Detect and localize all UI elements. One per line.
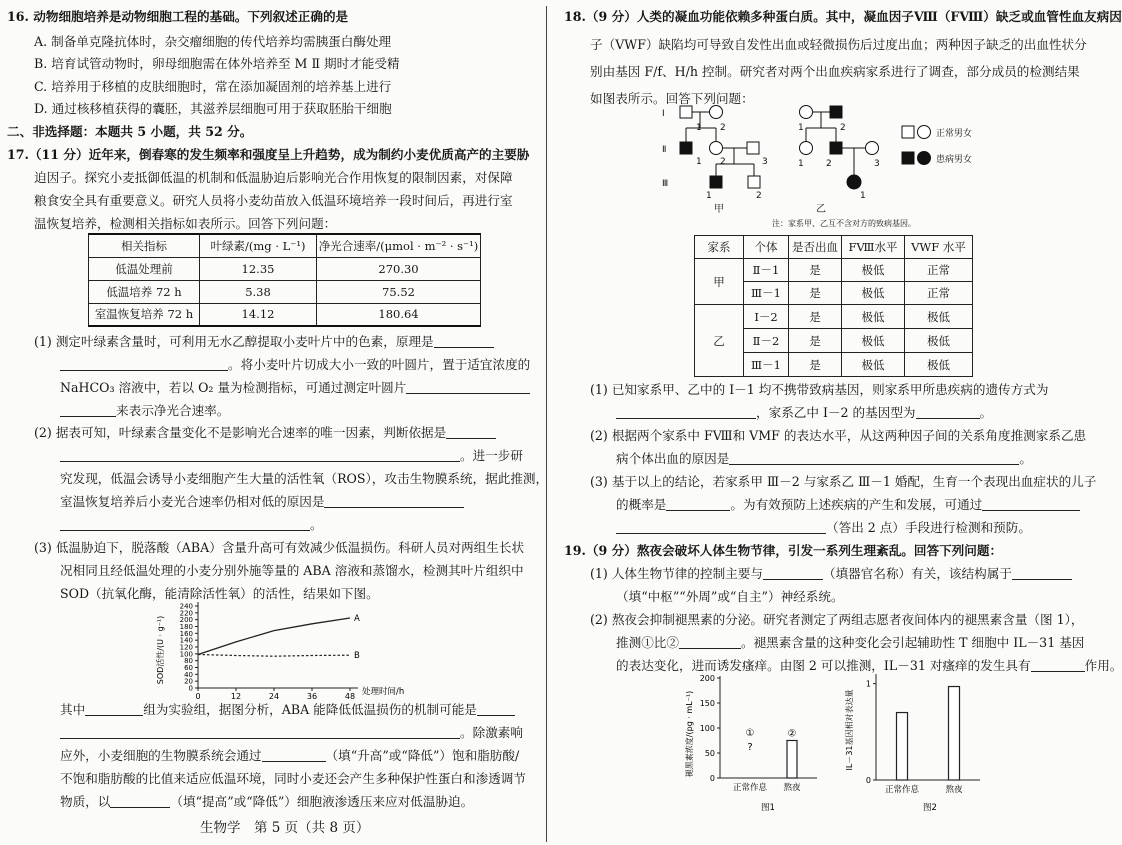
- q17-data-table: [88, 233, 481, 327]
- q18-table-header: 是否出血: [789, 236, 842, 259]
- family-a-iii2-male: [748, 176, 760, 188]
- q17-p4-line3: [60, 748, 519, 764]
- q19-p1-line1: [590, 566, 1072, 582]
- q18-p1-line2: [616, 405, 992, 421]
- individual-number: 1: [798, 123, 804, 133]
- sod-y-tick-label: 220: [179, 609, 193, 618]
- individual-number: 2: [826, 159, 832, 169]
- q18-table-cell: 是: [789, 353, 842, 377]
- q17-p2-text: (2) 据表可知，叶绿素含量变化不是影响光合速率的唯一因素，判断依据是: [34, 425, 447, 440]
- individual-number: 1: [696, 157, 702, 167]
- fig2-category-label: 熬夜: [945, 785, 963, 795]
- legend-normal-male-icon: [902, 126, 914, 138]
- q17-table-cell: 低温处理前: [89, 257, 200, 280]
- q16-option-b: B. 培育试管动物时，卵母细胞需在体外培养至 M Ⅱ 期时才能受精: [34, 56, 400, 71]
- q18-intro-2: 子（VWF）缺陷均可导致自发性出血或轻微损伤后过度出血；两种因子缺乏的出血性状分: [590, 37, 1087, 52]
- q18-p1-text: ，家系乙中 Ⅰ－2 的基因型为: [756, 405, 916, 420]
- fig1-caption: 图1: [761, 803, 775, 813]
- legend-normal-label: 正常男女: [936, 129, 973, 139]
- q19-p2-text: 。褪黑素含量的这种变化会引起辅助性 T 细胞中 IL－31 基因: [740, 635, 1085, 650]
- q17-p2-line1: [34, 425, 496, 441]
- q18-table-cell: 是: [789, 259, 842, 282]
- answer-blank[interactable]: [1012, 566, 1072, 580]
- q17-p2-line2: [60, 448, 523, 464]
- q17-p4-line5: [60, 794, 473, 810]
- fig1-y-tick-label: 0: [709, 774, 715, 783]
- q17-p2-line4: [60, 494, 464, 510]
- family-b-label: 乙: [816, 204, 826, 215]
- q19-p2-text: 推测①比②: [616, 635, 679, 650]
- q18-table-cell: 极低: [842, 259, 905, 282]
- q17-p4-text: 组为实验组，据图分析，ABA 能降低低温损伤的机制可能是: [143, 702, 477, 717]
- q18-table-cell: 正常: [905, 259, 973, 282]
- q19-p2-text: 作用。: [1084, 658, 1122, 673]
- q17-p4-text: （填“升高”或“降低”）饱和脂肪酸/: [325, 748, 520, 763]
- q18-table-cell: Ⅱ－2: [744, 329, 789, 353]
- q17-table-cell: 180.64: [317, 303, 481, 326]
- sod-y-tick-label: 120: [179, 643, 193, 652]
- generation-label: Ⅱ: [662, 145, 667, 155]
- q19-p1-line2: （填“中枢”“外周”或“自主”）神经系统。: [616, 589, 844, 604]
- q17-p4-text: 应外，小麦细胞的生物膜系统会通过: [60, 748, 262, 763]
- q17-table-cell: 低温培养 72 h: [89, 280, 200, 303]
- answer-blank[interactable]: [434, 334, 494, 348]
- q17-p4-line2: [60, 725, 523, 741]
- page-footer: 生物学 第 5 页（共 8 页）: [200, 820, 370, 836]
- q17-p1-text: (1) 测定叶绿素含量时，可利用无水乙醇提取小麦叶片中的色素，原理是: [34, 334, 434, 349]
- q18-p3-text: 的概率是: [616, 497, 667, 512]
- q18-table-cell: 极低: [842, 282, 905, 305]
- q18-table-cell: Ⅲ－1: [744, 353, 789, 377]
- q18-p3-text: 。为有效预防上述疾病的产生和发展，可通过: [730, 497, 983, 512]
- sod-y-tick-label: 160: [179, 629, 193, 638]
- q17-intro-2: 迫因子。探究小麦抵御低温的机制和低温胁迫后影响光合作用恢复的限制因素，对保障: [34, 170, 513, 185]
- q17-p1-line3: [60, 380, 530, 396]
- family-a-i2-female: [710, 106, 723, 119]
- individual-number: 2: [756, 191, 762, 201]
- q17-intro-1: 17.（11 分）近年来，倒春寒的发生频率和强度呈上升趋势，成为制约小麦优质高产的主要胁: [7, 147, 530, 162]
- answer-blank[interactable]: [763, 566, 823, 580]
- sod-x-axis-label: 处理时间/h: [362, 687, 405, 697]
- family-b-i2-affected-male: [830, 106, 842, 118]
- section-heading: 二、非选择题：本题共 5 小题，共 52 分。: [7, 124, 253, 139]
- q18-table-cell: 是: [789, 305, 842, 329]
- left-column: [0, 0, 549, 845]
- q17-p2-line5: [60, 517, 323, 533]
- legend-affected-label: 患病男女: [936, 155, 973, 165]
- q17-table-cell: 14.12: [200, 303, 317, 326]
- q18-table-header: 家系: [695, 236, 744, 259]
- q17-table-header: 相关指标: [89, 234, 200, 257]
- q18-p1-line1: (1) 已知家系甲、乙中的 Ⅰ－1 均不携带致病基因，则家系甲所患疾病的遗传方式为: [590, 382, 1049, 397]
- individual-number: 1: [860, 191, 866, 201]
- series-b-line: [198, 655, 350, 657]
- answer-blank[interactable]: [477, 702, 515, 716]
- answer-blank[interactable]: [616, 520, 826, 534]
- q18-p2-line1: (2) 根据两个家系中 FⅧ和 VMF 的表达水平，从这两种因子间的关系角度推测家系乙患: [590, 428, 1087, 443]
- q17-p2-text: 。进一步研: [460, 448, 523, 463]
- sod-y-tick-label: 60: [184, 664, 193, 672]
- answer-blank[interactable]: [60, 517, 310, 531]
- sod-y-tick-label: 100: [179, 650, 193, 659]
- q18-p3-line1: (3) 基于以上的结论，若家系甲 Ⅲ－2 与家系乙 Ⅲ－1 婚配，生育一个表现出血症状的儿子: [590, 474, 1097, 489]
- q18-table-cell: 极低: [842, 329, 905, 353]
- q18-p2-line2: [616, 451, 1032, 467]
- q18-table-cell: Ⅱ－1: [744, 259, 789, 282]
- q18-table-cell: Ⅲ－1: [744, 282, 789, 305]
- q16-stem: 16. 动物细胞培养是动物细胞工程的基础。下列叙述正确的是: [7, 9, 349, 24]
- fig2-y-tick-label: 1: [865, 679, 871, 689]
- q19-intro: 19.（9 分）熬夜会破坏人体生物节律，引发一系列生理紊乱。回答下列问题：: [564, 543, 1003, 558]
- q18-intro-4: 如图表所示。回答下列问题：: [590, 91, 754, 106]
- individual-number: 1: [798, 159, 804, 169]
- q18-table-cell: 是: [789, 282, 842, 305]
- fig1-y-axis-label: 褪黑素浓度/(pg · mL⁻¹): [685, 690, 694, 778]
- series-a-label: A: [354, 613, 360, 624]
- q17-p1-line2: [60, 357, 530, 373]
- pedigree-diagram: [660, 100, 1080, 228]
- fig1-category-label: 正常作息: [732, 783, 768, 793]
- fig2-bar-chart: [842, 670, 992, 830]
- q18-intro-1: 18.（9 分）人类的凝血功能依赖多种蛋白质。其中，凝血因子Ⅷ（FⅧ）缺乏或血管性血友病因: [564, 9, 1122, 24]
- fig2-caption: 图2: [923, 803, 937, 813]
- q18-p3-text: （答出 2 点）手段进行检测和预防。: [826, 520, 1031, 535]
- generation-label: Ⅲ: [662, 179, 669, 189]
- q17-intro-4: 温恢复培养，检测相关指标如表所示。回答下列问题：: [34, 216, 337, 231]
- q18-table-cell: 极低: [905, 329, 973, 353]
- q17-table-cell: 12.35: [200, 257, 317, 280]
- q18-data-table: [694, 235, 973, 377]
- q17-p4-line4: 不饱和脂肪酸的比值来适应低温环境，同时小麦还会产生多种保护性蛋白和渗透调节: [60, 771, 526, 786]
- generation-label: Ⅰ: [662, 109, 665, 119]
- q18-table-cell: 极低: [905, 305, 973, 329]
- q18-table-cell: 极低: [905, 353, 973, 377]
- q18-table-cell: 极低: [842, 305, 905, 329]
- q17-table-cell: 270.30: [317, 257, 481, 280]
- fig1-category-label: 熬夜: [783, 783, 801, 793]
- answer-blank[interactable]: [60, 403, 116, 417]
- q18-p2-text: 。: [1019, 451, 1032, 466]
- fig2-bar-normal: [897, 713, 908, 780]
- answer-blank[interactable]: [406, 380, 530, 394]
- fig1-y-tick-label: 50: [704, 749, 715, 758]
- answer-blank[interactable]: [616, 405, 756, 419]
- family-a-ii3-male: [747, 142, 759, 154]
- answer-blank[interactable]: [916, 405, 980, 419]
- q16-option-a: A. 制备单克隆抗体时，杂交瘤细胞的传代培养均需胰蛋白酶处理: [34, 34, 392, 49]
- q17-table-cell: 5.38: [200, 280, 317, 303]
- fig2-y-tick-label: 0: [865, 776, 871, 785]
- series-a-line: [198, 618, 350, 655]
- family-b-ii2-affected-male: [830, 142, 842, 154]
- column-divider: [546, 6, 547, 842]
- fig2-bar-stay-up-late: [949, 687, 960, 780]
- q17-p1-text: NaHCO₃ 溶液中，若以 O₂ 量为检测指标，可通过测定叶圆片: [60, 380, 407, 395]
- q17-p3-line1: (3) 低温胁迫下，脱落酸（ABA）含量升高可有效减少低温损伤。科研人员对两组生长状: [34, 540, 525, 555]
- sod-x-tick-label: 12: [230, 692, 242, 701]
- individual-number: 2: [720, 157, 726, 167]
- q19-p1-text: （填器官名称）有关，该结构属于: [822, 566, 1012, 581]
- q18-table-cell: 是: [789, 329, 842, 353]
- pedigree-note: 注：家系甲、乙互不含对方的致病基因。: [772, 219, 916, 228]
- sod-x-tick-label: 36: [306, 692, 318, 701]
- q17-p4-line1: [60, 702, 515, 718]
- q17-p3-line2: 况相同且经低温处理的小麦分别外施等量的 ABA 溶液和蒸馏水，检测其叶片组织中: [60, 563, 524, 578]
- q16-option-d: D. 通过核移植获得的囊胚，其滋养层细胞可用于获取胚胎干细胞: [34, 101, 392, 116]
- legend-affected-male-icon: [902, 152, 914, 164]
- q17-table-header: 叶绿素/(mg · L⁻¹): [200, 234, 317, 257]
- sod-y-tick-label: 140: [179, 636, 193, 645]
- q17-p1-line1: [34, 334, 494, 350]
- q18-table-cell: Ⅰ－2: [744, 305, 789, 329]
- fig1-y-tick-label: 100: [699, 724, 715, 733]
- fig1-y-tick-label: 150: [699, 699, 715, 708]
- q17-p4-text: 其中: [60, 702, 86, 717]
- sod-x-tick-label: 48: [344, 692, 356, 701]
- legend-affected-female-icon: [918, 152, 931, 165]
- answer-blank[interactable]: [1031, 658, 1085, 672]
- individual-number: 2: [840, 123, 846, 133]
- q17-p2-text: 室温恢复培养后小麦光合速率仍相对低的原因是: [60, 494, 325, 509]
- q17-p2-line3: 究发现，低温会诱导小麦细胞产生大量的活性氧（ROS），攻击生物膜系统，据此推测，: [60, 471, 549, 486]
- sod-y-tick-label: 180: [179, 623, 193, 631]
- q18-p2-text: 病个体出血的原因是: [616, 451, 730, 466]
- sod-y-tick-label: 0: [188, 684, 193, 693]
- q17-p4-text: 。除激素响: [460, 725, 523, 740]
- q19-p2-line2: [616, 635, 1084, 651]
- q17-p1-text: 。将小麦叶片切成大小一致的叶圆片，置于适宜浓度的: [228, 357, 531, 372]
- q17-p3-line3: SOD（抗氧化酶，能清除活性氧）的活性，结果如下图。: [60, 586, 379, 601]
- q18-family-b-cell: 乙: [695, 305, 744, 377]
- fig1-mark-1: ①: [745, 728, 755, 739]
- answer-blank[interactable]: [85, 702, 143, 716]
- sod-y-axis-label: SOD活性/(U · g⁻¹): [156, 615, 165, 685]
- legend-normal-female-icon: [918, 126, 931, 139]
- family-b-i1-female: [800, 106, 813, 119]
- fig1-bar-stay-up-late: [787, 741, 797, 779]
- answer-blank[interactable]: [60, 725, 460, 739]
- q19-p2-line1: (2) 熬夜会抑制褪黑素的分泌。研究者测定了两组志愿者夜间体内的褪黑素含量（图 1），: [590, 612, 1084, 627]
- family-a-i1-male: [680, 106, 692, 118]
- family-b-ii1-female: [800, 142, 813, 155]
- answer-blank[interactable]: [110, 794, 170, 808]
- family-a-label: 甲: [714, 204, 724, 215]
- family-a-iii1-affected-male: [710, 176, 722, 188]
- q18-table-cell: 极低: [842, 353, 905, 377]
- family-a-ii2-female: [710, 142, 723, 155]
- individual-number: 3: [874, 159, 880, 169]
- answer-blank[interactable]: [982, 497, 1080, 511]
- q19-p1-text: (1) 人体生物节律的控制主要与: [590, 566, 763, 581]
- family-a-ii1-affected-male: [680, 142, 692, 154]
- fig1-y-tick-label: 200: [699, 674, 715, 683]
- fig1-mark-2: ②: [787, 728, 797, 740]
- series-b-label: B: [354, 651, 360, 662]
- q19-p2-text: 的表达变化，进而诱发瘙痒。由图 2 可以推测，IL－31 对瘙痒的发生具有: [616, 658, 1031, 673]
- sod-x-tick-label: 0: [195, 692, 201, 701]
- q17-intro-3: 粮食安全具有重要意义。研究人员将小麦幼苗放入低温环境培养一段时间后，再进行室: [34, 193, 513, 208]
- q18-table-header: 个体: [744, 236, 789, 259]
- sod-y-tick-label: 20: [184, 677, 193, 686]
- fig2-category-label: 正常作息: [884, 785, 920, 795]
- q16-option-c: C. 培养用于移植的皮肤细胞时，常在添加凝固剂的培养基上进行: [34, 79, 392, 94]
- sod-y-tick-label: 240: [179, 602, 193, 611]
- right-column: [552, 0, 1122, 845]
- q18-table-header: FⅧ水平: [842, 236, 905, 259]
- family-b-iii1-affected-female: [847, 175, 861, 189]
- q18-p1-text: 。: [979, 405, 993, 420]
- fig1-unknown-mark: ?: [747, 742, 753, 753]
- fig2-y-axis-label: IL－31基因相对表达量: [845, 689, 854, 771]
- answer-blank[interactable]: [324, 494, 464, 508]
- answer-blank[interactable]: [666, 497, 730, 511]
- q18-p3-line2: [616, 497, 1080, 513]
- q18-p3-line3: [616, 520, 1031, 536]
- answer-blank[interactable]: [60, 448, 460, 462]
- fig1-bar-chart: [682, 670, 832, 830]
- sod-y-tick-label: 40: [184, 670, 193, 679]
- q17-p1-text: 来表示净光合速率。: [116, 403, 230, 418]
- q18-table-cell: 正常: [905, 282, 973, 305]
- q17-p4-text: （填“提高”或“降低”）细胞液渗透压来应对低温胁迫。: [170, 794, 474, 809]
- q17-table-cell: 75.52: [317, 280, 481, 303]
- q18-table-header: VWF 水平: [905, 236, 973, 259]
- individual-number: 3: [762, 157, 768, 167]
- individual-number: 2: [720, 123, 726, 133]
- answer-blank[interactable]: [446, 425, 496, 439]
- answer-blank[interactable]: [262, 748, 326, 762]
- q17-p2-text: 。: [310, 517, 323, 532]
- answer-blank[interactable]: [60, 357, 228, 371]
- individual-number: 1: [696, 123, 702, 133]
- q17-p1-line4: [60, 403, 229, 419]
- answer-blank[interactable]: [679, 635, 741, 649]
- q18-intro-3: 别由基因 F/f、H/h 控制。研究者对两个出血疾病家系进行了调查，部分成员的检测结果: [590, 64, 1080, 79]
- sod-y-tick-label: 200: [179, 616, 193, 625]
- sod-y-tick-label: 80: [184, 657, 193, 666]
- q17-p4-text: 物质，以: [60, 794, 111, 809]
- individual-number: 1: [706, 191, 712, 201]
- q18-family-a-cell: 甲: [695, 259, 744, 305]
- q17-table-cell: 室温恢复培养 72 h: [89, 303, 200, 326]
- answer-blank[interactable]: [729, 451, 1019, 465]
- family-b-ii3-female: [866, 142, 879, 155]
- q17-table-header: 净光合速率/(μmol · m⁻² · s⁻¹): [317, 234, 481, 257]
- sod-x-tick-label: 24: [268, 692, 280, 701]
- sod-line-chart: [150, 598, 420, 700]
